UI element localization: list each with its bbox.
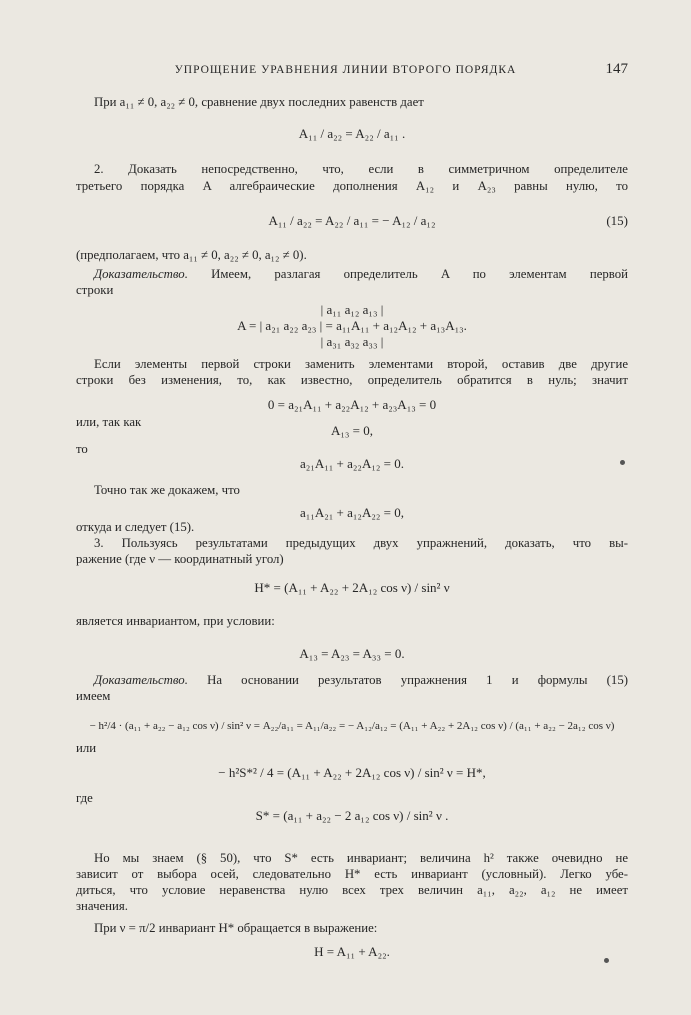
paragraph-line: Точно так же докажем, что <box>94 483 240 497</box>
paragraph-line <box>94 672 628 688</box>
paragraph-line: При a₁₁ ≠ 0, a₂₂ ≠ 0, сравнение двух последних равенств дает <box>94 95 424 109</box>
equation-number: (15) <box>606 213 628 228</box>
proof-heading: Доказательство. <box>94 267 188 281</box>
determinant-row: | a₁₁ a₁₂ a₁₃ | <box>320 302 384 317</box>
paragraph-line: Если элементы первой строки заменить элементами второй, оставив две другие <box>94 357 628 371</box>
paragraph-line: третьего порядка A алгебраические дополнения A₁₂ и A₂₃ равны нулю, то <box>76 179 628 193</box>
paragraph-line: имеем <box>76 689 111 703</box>
paragraph-line: 3. Пользуясь результатами предыдущих двух упражнений, доказать, что вы- <box>94 536 628 550</box>
formula: S* = (a₁₁ + a₂₂ − 2 a₁₂ cos ν) / sin² ν . <box>255 808 449 823</box>
formula: A₁₃ = 0, <box>330 423 374 438</box>
paragraph-line: или <box>76 741 97 755</box>
paragraph-line: зависит от выбора осей, следовательно H* есть инвариант (условный). Легко убе- <box>76 867 628 881</box>
print-speck <box>620 460 625 465</box>
formula: A₁₁ / a₂₂ = A₂₂ / a₁₁ = − A₁₂ / a₁₂ <box>268 213 436 228</box>
paragraph-line <box>94 266 628 282</box>
formula: A₁₃ = A₂₃ = A₃₃ = 0. <box>299 646 405 661</box>
page-number: 147 <box>605 61 628 77</box>
formula: H = A₁₁ + A₂₂. <box>314 944 390 959</box>
determinant-row: | a₃₁ a₃₂ a₃₃ | <box>320 334 384 349</box>
paragraph-line: откуда и следует (15). <box>76 520 195 534</box>
formula: A₁₁ / a₂₂ = A₂₂ / a₁₁ . <box>298 126 406 141</box>
proof-heading: Доказательство. <box>94 673 188 687</box>
paragraph-line: Но мы знаем (§ 50), что S* есть инвариант; величина h² также очевидно не <box>94 851 628 865</box>
paragraph-text: На основании результатов упражнения 1 и формулы (15) <box>207 673 628 687</box>
paragraph-line: строки <box>76 283 114 297</box>
formula: a₂₁A₁₁ + a₂₂A₁₂ = 0. <box>300 456 404 471</box>
print-speck <box>604 958 609 963</box>
paragraph-line: где <box>76 791 93 805</box>
formula: 0 = a₂₁A₁₁ + a₂₂A₁₂ + a₂₃A₁₃ = 0 <box>267 397 437 412</box>
formula: − h²S*² / 4 = (A₁₁ + A₂₂ + 2A₁₂ cos ν) / sin² ν = H*, <box>218 765 486 780</box>
paragraph-line: При ν = π/2 инвариант H* обращается в выражение: <box>94 921 378 935</box>
formula: a₁₁A₂₁ + a₁₂A₂₂ = 0, <box>300 505 404 520</box>
paragraph-line: 2. Доказать непосредственно, что, если в симметричном определителе <box>94 162 628 176</box>
paragraph-line: или, так как <box>76 415 142 429</box>
paragraph-line: (предполагаем, что a₁₁ ≠ 0, a₂₂ ≠ 0, a₁₂ ≠ 0). <box>76 248 307 262</box>
formula: A = | a₂₁ a₂₂ a₂₃ | = a₁₁A₁₁ + a₁₂A₁₂ + a₁₃A₁₃. <box>237 318 467 333</box>
formula: H* = (A₁₁ + A₂₂ + 2A₁₂ cos ν) / sin² ν <box>254 580 450 595</box>
paragraph-line: является инвариантом, при условии: <box>76 614 275 628</box>
formula: − h²/4 · (a₁₁ + a₂₂ − a₁₂ cos ν) / sin² ν = A₂₂/a₁₁ = A₁₁/a₂₂ = − A₁₂/a₁₂ = (A₁₁ + A₂₂ + 2A₁₂ cos ν) / (a₁₁ + a₂₂ − 2a₁₂ cos ν) <box>89 720 615 732</box>
paragraph-line: ражение (где ν — координатный угол) <box>76 552 284 566</box>
running-title: УПРОЩЕНИЕ УРАВНЕНИЯ ЛИНИИ ВТОРОГО ПОРЯДКА <box>174 64 517 76</box>
paragraph-line: значения. <box>76 899 128 913</box>
paragraph-line: то <box>76 442 88 456</box>
paragraph-line: диться, что условие неравенства нулю всех трех величин a₁₁, a₂₂, a₁₂ не имеет <box>76 883 628 897</box>
paragraph-line: строки без изменения, то, как известно, определитель обратится в нуль; значит <box>76 373 628 387</box>
paragraph-text: Имеем, разлагая определитель A по элементам первой <box>211 267 629 281</box>
